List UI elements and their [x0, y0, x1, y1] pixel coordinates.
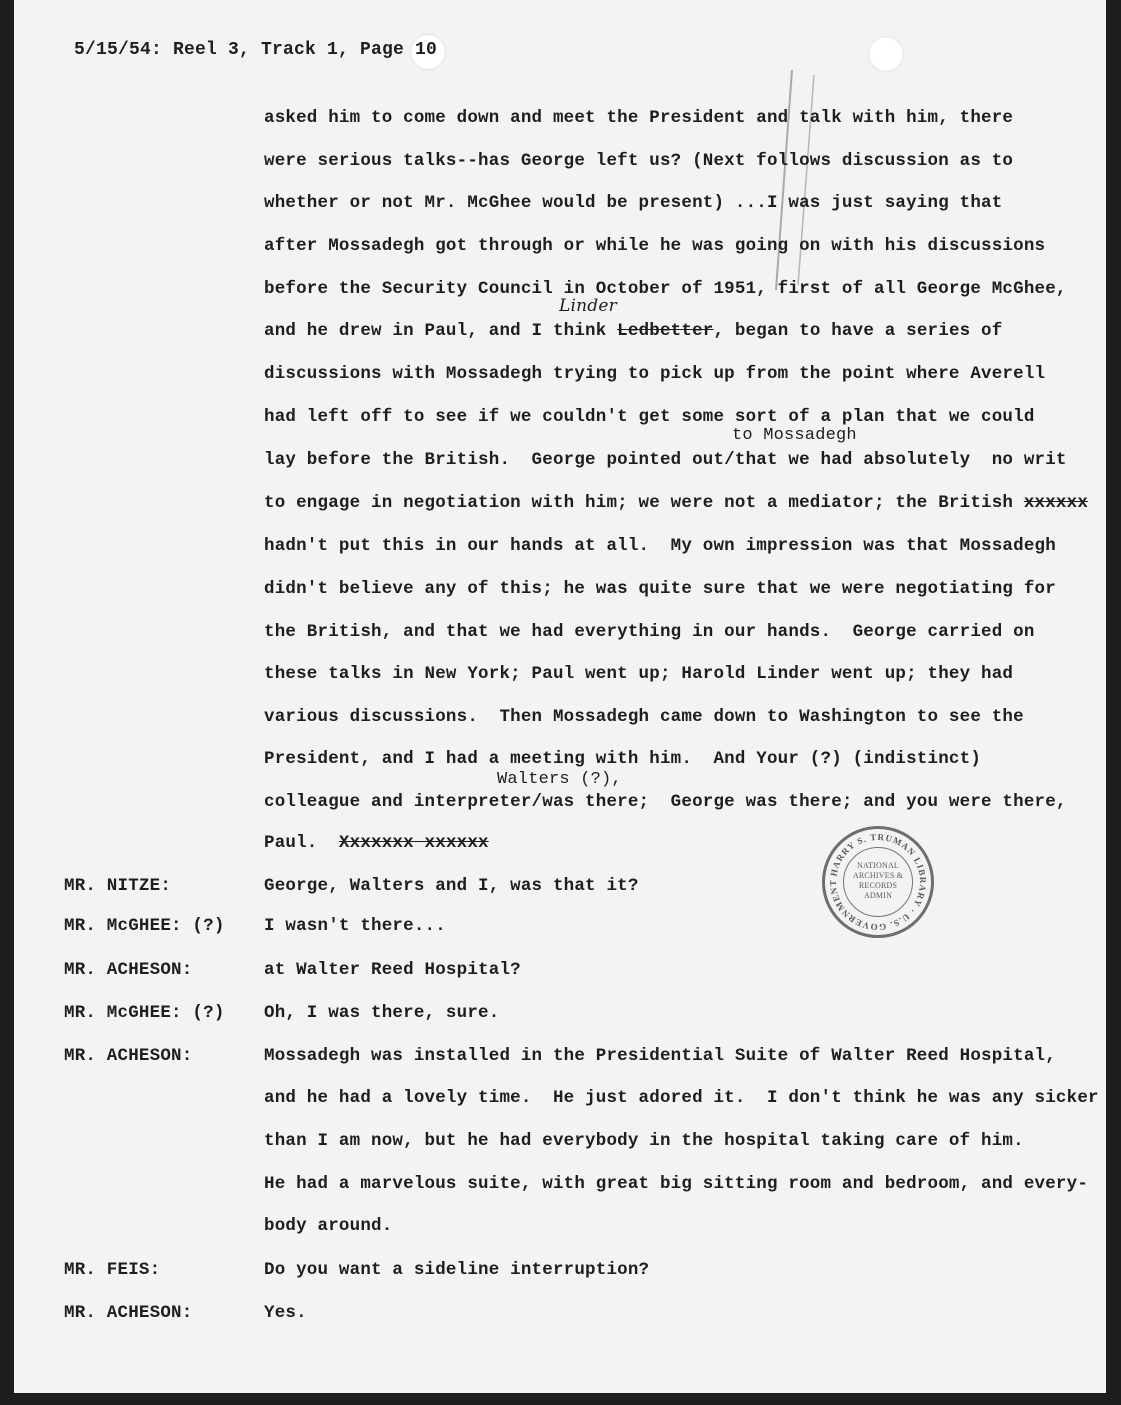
page-header: 5/15/54: Reel 3, Track 1, Page 10 [74, 40, 438, 60]
dialogue-line: than I am now, but he had everybody in the hospital taking care of him. [264, 1131, 1024, 1151]
dialogue-line: Do you want a sideline interruption? [264, 1260, 650, 1280]
typed-insert: Walters (?), [497, 770, 622, 789]
document-page [14, 0, 1106, 1393]
dialogue-line: I wasn't there... [264, 916, 446, 936]
dialogue-line: Mossadegh was installed in the Presidential Suite of Walter Reed Hospital, [264, 1046, 1056, 1066]
text-line: after Mossadegh got through or while he was going on with his discussions [264, 236, 1046, 256]
text-line: had left off to see if we couldn't get some sort of a plan that we could [264, 407, 1035, 427]
speaker-label: MR. McGHEE: (?) [64, 916, 225, 936]
struck-text: Xxxxxxx xxxxxx [338, 833, 489, 853]
text-line: various discussions. Then Mossadegh came down to Washington to see the [264, 707, 1024, 727]
text-line: whether or not Mr. McGhee would be present) ...I was just saying that [264, 193, 1003, 213]
stamp-center-text: NATIONAL ARCHIVES & RECORDS ADMIN [852, 861, 904, 900]
text-line: before the Security Council in October of 1951, first of all George McGhee, [264, 279, 1067, 299]
text-line: these talks in New York; Paul went up; Harold Linder went up; they had [264, 664, 1014, 684]
punch-hole [868, 36, 904, 72]
pencil-mark [754, 60, 844, 300]
text-line: asked him to come down and meet the President and talk with him, there [264, 108, 1014, 128]
text-line: to engage in negotiation with him; we were not a mediator; the British xxxxxx [264, 493, 1089, 513]
speaker-label: MR. McGHEE: (?) [64, 1003, 225, 1023]
dialogue-line: at Walter Reed Hospital? [264, 960, 521, 980]
speaker-label: MR. FEIS: [64, 1260, 161, 1280]
struck-text: Ledbetter [617, 321, 714, 341]
text-line: Paul. Xxxxxxx xxxxxx [264, 833, 489, 853]
speaker-label: MR. NITZE: [64, 876, 172, 896]
struck-text: xxxxxx [1023, 493, 1089, 513]
text-line: were serious talks--has George left us? (Next follows discussion as to [264, 151, 1014, 171]
svg-text:HARRY S. TRUMAN LIBRARY · U.S.: HARRY S. TRUMAN LIBRARY · U.S. GOVERNMENT [827, 831, 929, 933]
text-line: the British, and that we had everything in our hands. George carried on [264, 622, 1035, 642]
speaker-label: MR. ACHESON: [64, 1046, 193, 1066]
dialogue-line: Yes. [264, 1303, 307, 1323]
text-line: colleague and interpreter/was there; George was there; and you were there, [264, 792, 1067, 812]
dialogue-line: George, Walters and I, was that it? [264, 876, 639, 896]
speaker-label: MR. ACHESON: [64, 960, 193, 980]
typed-insert: to Mossadegh [732, 426, 857, 445]
text-line: and he drew in Paul, and I think Ledbetter, began to have a series of [264, 321, 1003, 341]
text-line: lay before the British. George pointed out/that we had absolutely no writ [264, 450, 1067, 470]
dialogue-line: Oh, I was there, sure. [264, 1003, 500, 1023]
dialogue-line: and he had a lovely time. He just adored it. I don't think he was any sicker [264, 1088, 1099, 1108]
dialogue-line: He had a marvelous suite, with great big sitting room and bedroom, and every- [264, 1174, 1089, 1194]
text-line: didn't believe any of this; he was quite sure that we were negotiating for [264, 579, 1056, 599]
dialogue-line: body around. [264, 1216, 393, 1236]
text-line: discussions with Mossadegh trying to pick up from the point where Averell [264, 364, 1046, 384]
text-line: President, and I had a meeting with him. And Your (?) (indistinct) [264, 749, 982, 769]
speaker-label: MR. ACHESON: [64, 1303, 193, 1323]
text-line: hadn't put this in our hands at all. My own impression was that Mossadegh [264, 536, 1056, 556]
handwritten-insert: Linder [559, 296, 617, 316]
archive-stamp [822, 826, 934, 938]
